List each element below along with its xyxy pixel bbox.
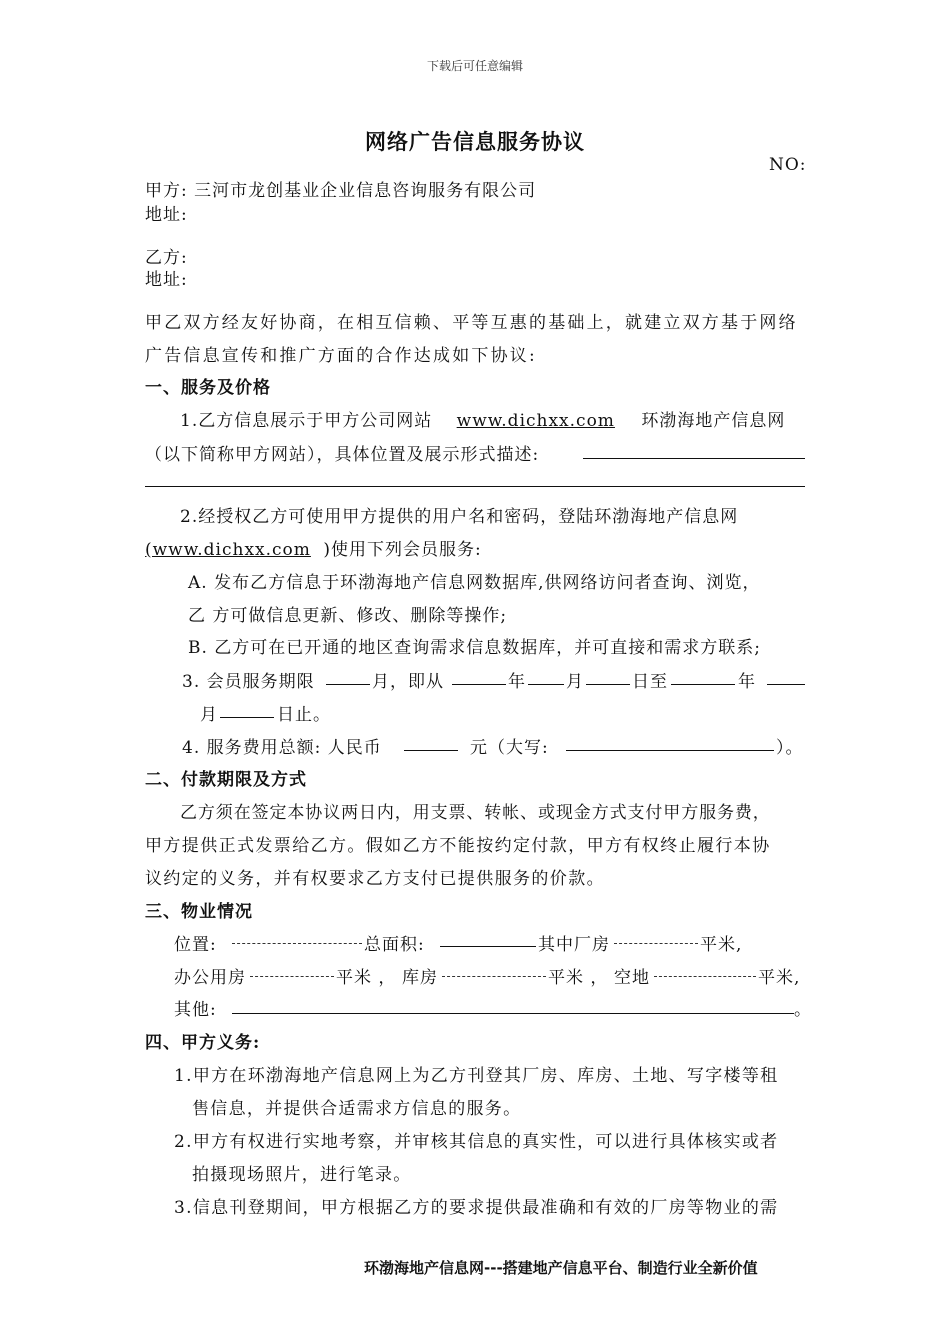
document-title: 网络广告信息服务协议 [365,129,585,154]
start-month-blank [528,684,564,685]
end-year-label: 年 [738,672,756,692]
s2-line-1: 乙方须在签定本协议两日内，用支票、转帐、或现金方式支付甲方服务费， [180,803,771,823]
end-month-blank-a [767,684,805,685]
start-day-blank [586,684,630,685]
end-month-label: 月 [200,705,218,725]
end-day-blank [220,717,274,718]
office-label: 办公用房 [174,968,246,988]
fee-close: ）。 [776,738,804,758]
office-blank [250,976,334,977]
footer-slogan: 环渤海地产信息网---搭建地产信息平台、制造行业全新价值 [364,1259,758,1277]
fee-amount-blank [404,750,458,751]
s4-item2-line2: 拍摄现场照片，进行笔录。 [192,1165,412,1185]
location-label: 位置: [174,935,217,955]
party-a-label: 甲方: [145,181,188,201]
s1-item1-description: （以下简称甲方网站），具体位置及展示形式描述: [145,445,540,465]
service-period-from: 月，即从 [372,672,444,692]
s4-item3-line1: 3.信息刊登期间，甲方根据乙方的要求提供最准确和有效的厂房等物业的需 [174,1198,779,1218]
party-a-name: 三河市龙创基业企业信息咨询服务有限公司 [194,181,537,201]
total-area-label: 总面积: [364,935,425,955]
warehouse-label: 库房 [402,968,438,988]
warehouse-blank [442,976,546,977]
s1-service-b: B. 乙方可在已开通的地区查询需求信息数据库，并可直接和需求方联系; [188,638,762,658]
end-year-blank [671,684,735,685]
description-blank-line-2 [145,486,805,487]
contract-number-label: NO: [769,155,807,175]
section-4-heading: 四、甲方义务: [145,1033,261,1053]
start-month-label: 月 [566,672,584,692]
start-year-blank [452,684,506,685]
s2-line-2: 甲方提供正式发票给乙方。假如乙方不能按约定付款，甲方有权终止履行本协 [145,836,771,856]
s2-line-3: 议约定的义务，并有权要求乙方支付已提供服务的价款。 [145,869,605,889]
other-period: 。 [794,1000,812,1020]
factory-unit: 平米, [700,935,743,955]
header-note: 下载后可任意编辑 [426,59,523,73]
website-url-2: (www.dichxx.com [145,540,311,560]
start-year-label: 年 [508,672,526,692]
s4-item1-line1: 1.甲方在环渤海地产信息网上为乙方刊登其厂房、库房、土地、写字楼等租 [174,1066,779,1086]
vacant-land-blank [654,976,756,977]
factory-blank [614,943,698,944]
s1-service-a-cont: 乙 方可做信息更新、修改、删除等操作; [188,606,508,626]
s1-item2-url-line [145,535,482,560]
until-label: 日至 [632,672,668,692]
section-2-heading: 二、付款期限及方式 [145,770,307,790]
fee-capital-blank [566,750,774,751]
months-blank [326,684,370,685]
service-period-label: 3. 会员服务期限 [182,672,315,692]
s1-item1-line [180,406,785,431]
warehouse-unit: 平米 ， [548,968,609,988]
s1-item1-text: 1.乙方信息展示于甲方公司网站 [180,411,433,431]
s4-item2-line1: 2.甲方有权进行实地考察，并审核其信息的真实性，可以进行具体核实或者 [174,1132,779,1152]
s1-item2-rest: )使用下列会员服务: [323,540,482,560]
intro-line-1: 甲乙双方经友好协商，在相互信赖、平等互惠的基础上，就建立双方基于网络 [145,313,798,333]
description-blank-line [583,458,805,459]
total-area-blank [440,946,536,947]
intro-line-2: 广告信息宣传和推广方面的合作达成如下协议: [145,346,537,366]
party-a-address-label: 地址: [145,205,188,225]
s4-item1-line2: 售信息，并提供合适需求方信息的服务。 [192,1099,522,1119]
section-1-heading: 一、服务及价格 [145,378,271,398]
end-day-label: 日止。 [277,705,331,725]
location-blank [232,943,362,944]
party-b-address-label: 地址: [145,270,188,290]
s1-item1-site-name: 环渤海地产信息网 [641,411,786,431]
website-url: www.dichxx.com [456,411,615,431]
other-blank [232,1013,794,1014]
fee-capital-label: 元（大写: [470,738,549,758]
party-b-label: 乙方: [145,248,188,268]
factory-label: 其中厂房 [538,935,610,955]
vacant-land-label: 空地 [614,968,650,988]
fee-label: 4. 服务费用总额: 人民币 [182,738,382,758]
vacant-land-unit: 平米, [758,968,801,988]
section-3-heading: 三、物业情况 [145,902,253,922]
office-unit: 平米 ， [336,968,397,988]
s1-service-a: A. 发布乙方信息于环渤海地产信息网数据库,供网络访问者查询、浏览， [188,573,761,593]
s1-item2-line: 2.经授权乙方可使用甲方提供的用户名和密码，登陆环渤海地产信息网 [180,507,739,527]
party-a-line [145,176,536,201]
other-label: 其他: [174,1000,217,1020]
